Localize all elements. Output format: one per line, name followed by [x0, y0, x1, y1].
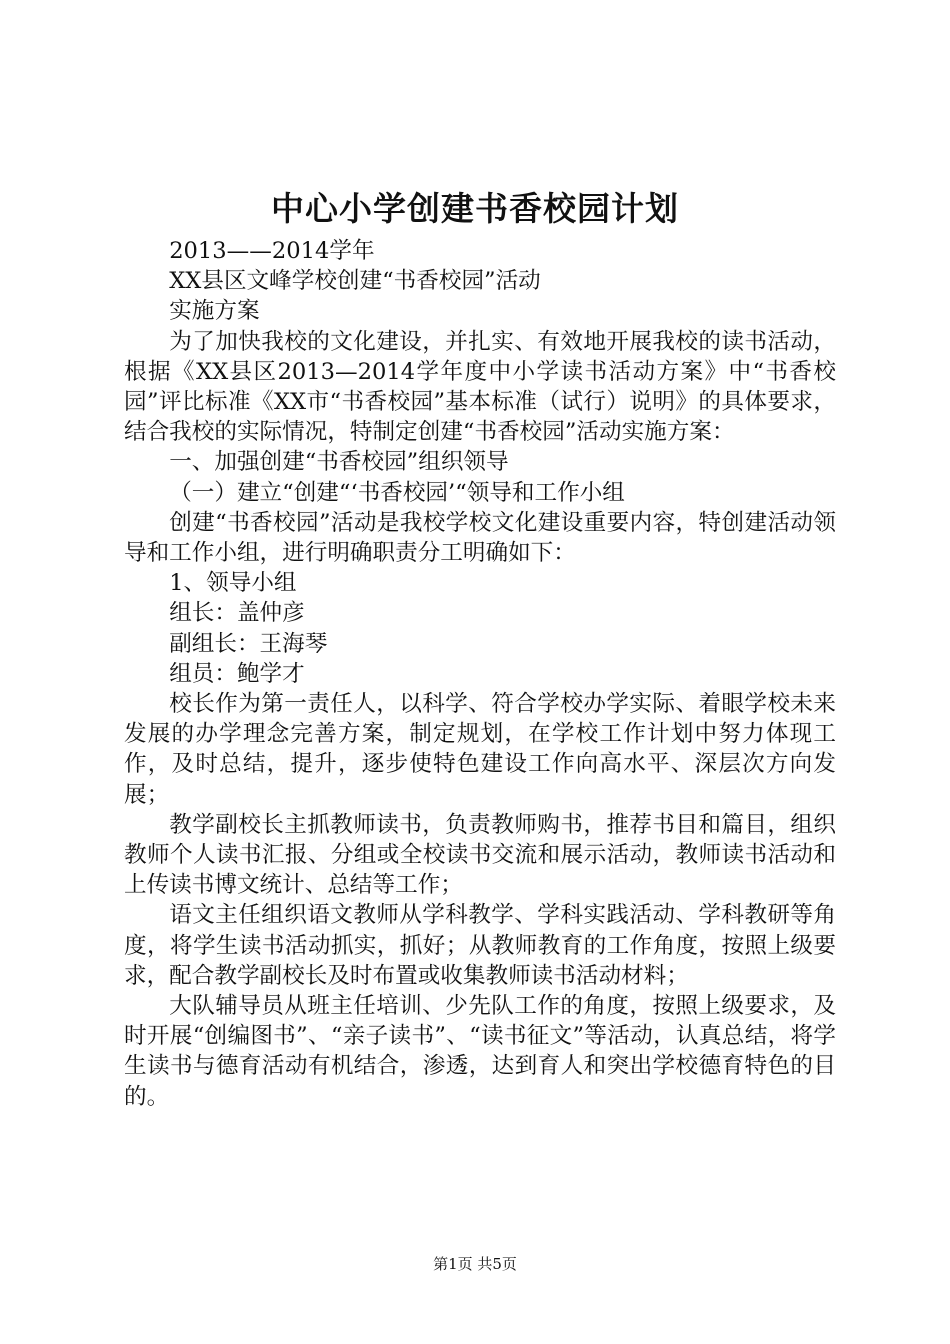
list-heading-leadership: 1、领导小组 — [169, 570, 297, 597]
paragraph-chinese-director-duties: 语文主任组织语文教师从学科教学、学科实践活动、学科教研等角度，将学生读书活动抓实，抓好；从教师教育的工作角度，按照上级要求，配合教学副校长及时布置或收集教师读书活动材料； — [124, 902, 836, 989]
subsection-heading-team: （一）建立“创建“‘书香校园’“领导和工作小组 — [169, 479, 625, 506]
paragraph-intro: 为了加快我校的文化建设，并扎实、有效地开展我校的读书活动，根据《XX县区2013—2014学年度中小学读书活动方案》中“书香校园”评比标准《XX市“书香校园”基本标准（试行）说明》的具体要求，结合我校的实际情况，特制定创建“书香校园”活动实施方案： — [124, 328, 836, 446]
section-heading-organization: 一、加强创建“书香校园”组织领导 — [169, 449, 509, 476]
paragraph-school-year: 2013——2014学年 — [169, 238, 375, 264]
paragraph-member: 组员：鲍学才 — [169, 660, 305, 687]
paragraph-plan-subheading: 实施方案 — [169, 298, 260, 325]
page-number-footer: 第1页 共5页 — [433, 1255, 517, 1273]
document-body — [124, 236, 836, 1112]
paragraph-principal-duties: 校长作为第一责任人，以科学、符合学校办学实际、着眼学校未来发展的办学理念完善方案，制定规划，在学校工作计划中努力体现工作，及时总结，提升，逐步使特色建设工作向高水平、深层次方向发展； — [124, 691, 836, 808]
paragraph-team-intro: 创建“书香校园”活动是我校学校文化建设重要内容，特创建活动领导和工作小组，进行明确职责分工明确如下： — [124, 509, 836, 567]
paragraph-vice-principal-duties: 教学副校长主抓教师读书，负责教师购书，推荐书目和篇目，组织教师个人读书汇报、分组或全校读书交流和展示活动，教师读书活动和上传读书博文统计、总结等工作； — [124, 811, 836, 899]
paragraph-leader: 组长：盖仲彦 — [169, 600, 305, 627]
paragraph-counselor-duties: 大队辅导员从班主任培训、少先队工作的角度，按照上级要求，及时开展“创编图书”、“亲子读书”、“读书征文”等活动，认真总结，将学生读书与德育活动有机结合，渗透，达到育人和突出学校德育特色的目的。 — [124, 993, 836, 1110]
paragraph-deputy-leader: 副组长：王海琴 — [169, 630, 328, 657]
paragraph-plan-heading: XX县区文峰学校创建“书香校园”活动 — [169, 268, 541, 295]
document-title: 中心小学创建书香校园计划 — [271, 189, 679, 228]
